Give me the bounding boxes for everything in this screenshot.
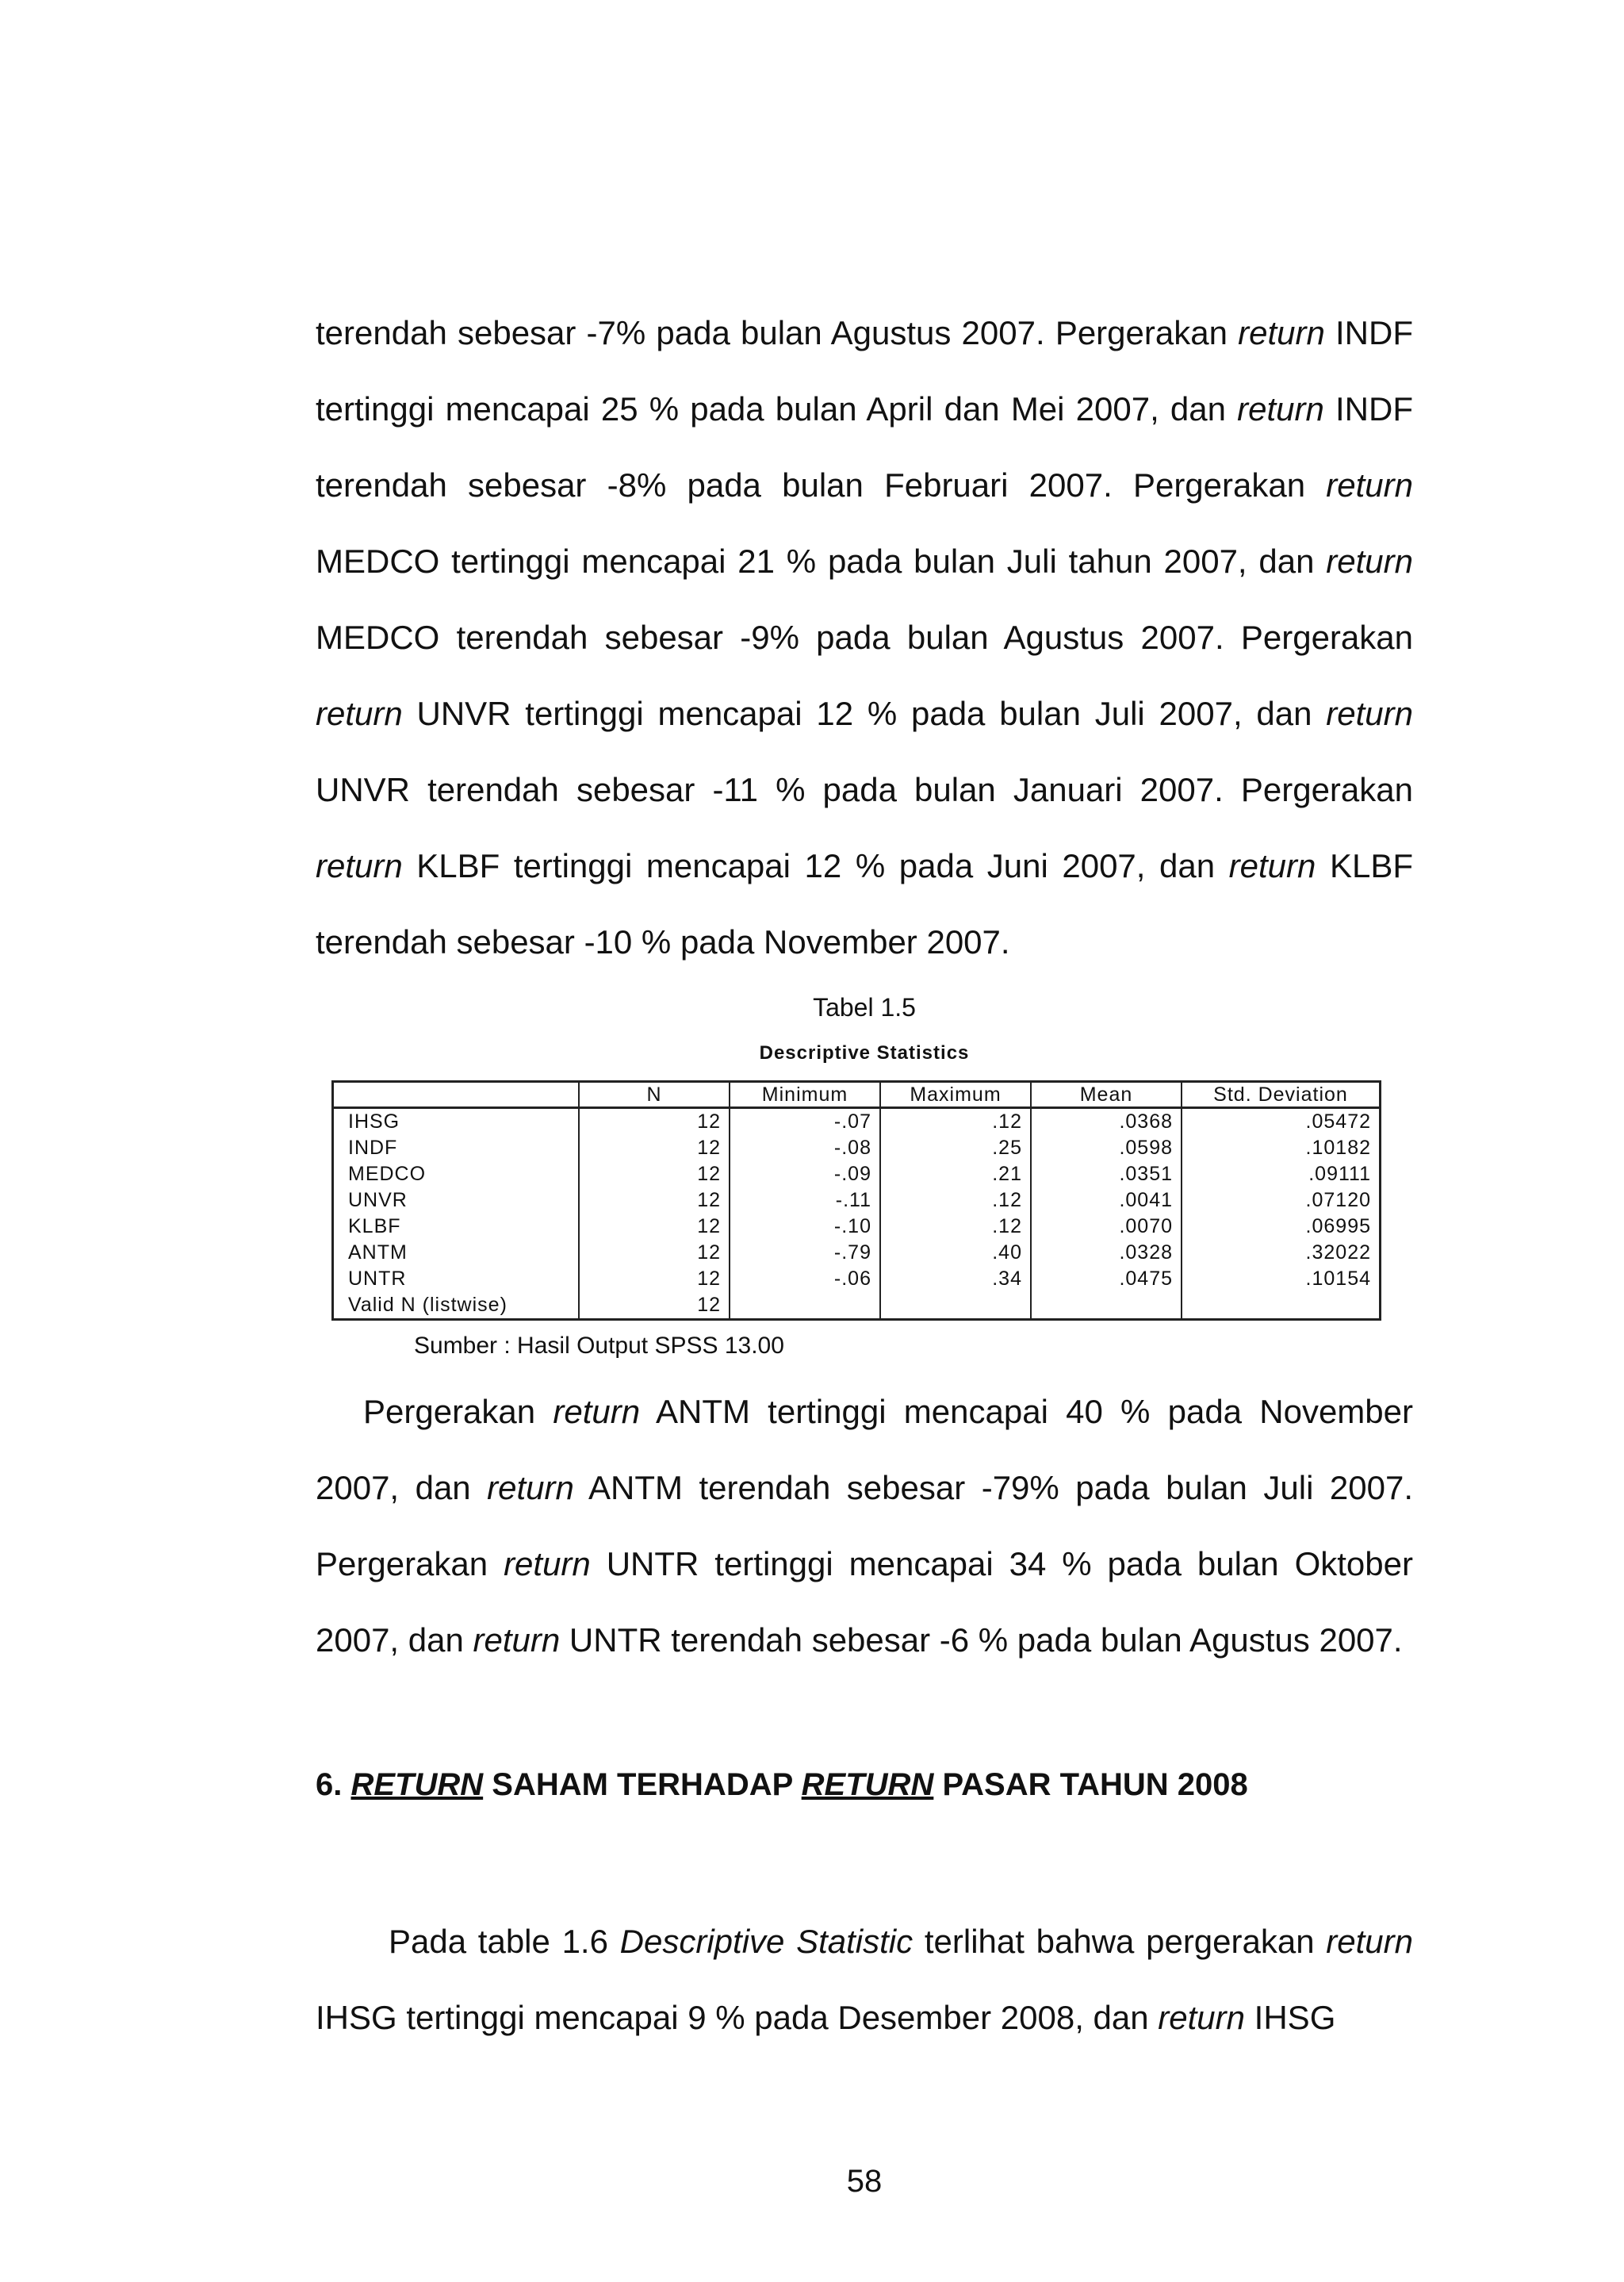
text-run: INDF tertinggi mencapai 25 % pada bulan April dan Mei 2007, dan bbox=[316, 314, 1413, 428]
italic-run: return bbox=[1326, 543, 1413, 580]
italic-run: return bbox=[473, 1621, 561, 1659]
text-run: PASAR TAHUN 2008 bbox=[933, 1767, 1248, 1802]
italic-run: return bbox=[487, 1469, 574, 1506]
text-run: IHSG tertinggi mencapai 9 % pada Desember 2008, dan bbox=[316, 1999, 1159, 2036]
italic-run: return bbox=[1238, 314, 1325, 351]
text-run: INDF terendah sebesar -8% pada bulan Februari 2007. Pergerakan bbox=[316, 390, 1414, 504]
table-cell: -.10 bbox=[730, 1214, 880, 1240]
text-run: Pada table 1.6 bbox=[389, 1923, 620, 1960]
paragraph-3 bbox=[316, 1904, 1413, 2056]
table-cell: -.11 bbox=[730, 1187, 880, 1214]
header-cell-mean: Mean bbox=[1031, 1082, 1182, 1108]
table-row bbox=[333, 1240, 1381, 1266]
table-cell: 12 bbox=[579, 1240, 730, 1266]
table-cell: .05472 bbox=[1182, 1108, 1381, 1136]
table-cell: 12 bbox=[579, 1214, 730, 1240]
text-run: MEDCO terendah sebesar -9% pada bulan Agustus 2007. Pergerakan bbox=[316, 619, 1413, 656]
header-cell-std-deviation: Std. Deviation bbox=[1182, 1082, 1381, 1108]
table-cell: -.07 bbox=[730, 1108, 880, 1136]
italic-run: RETURN bbox=[350, 1767, 484, 1802]
table-row bbox=[333, 1135, 1381, 1161]
row-label: UNVR bbox=[348, 1189, 408, 1211]
row-label: INDF bbox=[348, 1137, 398, 1159]
table-cell: 12 bbox=[579, 1266, 730, 1292]
table-title: Descriptive Statistics bbox=[759, 1042, 970, 1064]
table-cell: .12 bbox=[880, 1214, 1031, 1240]
table-cell: -.08 bbox=[730, 1135, 880, 1161]
table-cell: 12 bbox=[579, 1292, 730, 1320]
row-label: ANTM bbox=[348, 1241, 408, 1264]
table-cell bbox=[1182, 1292, 1381, 1320]
table-cell bbox=[880, 1292, 1031, 1320]
row-label: Valid N (listwise) bbox=[348, 1294, 508, 1316]
text-run: MEDCO tertinggi mencapai 21 % pada bulan Juli tahun 2007, dan bbox=[316, 543, 1327, 580]
table-cell: .06995 bbox=[1182, 1214, 1381, 1240]
table-cell: 12 bbox=[579, 1108, 730, 1136]
table-caption: Tabel 1.5 bbox=[813, 993, 916, 1022]
table-cell: .12 bbox=[880, 1108, 1031, 1136]
table-cell: .0070 bbox=[1031, 1214, 1182, 1240]
italic-run: return bbox=[553, 1393, 641, 1430]
text-run: ANTM terendah sebesar -79% pada bulan Juli 2007. Pergerakan bbox=[316, 1469, 1414, 1582]
table-cell: .40 bbox=[880, 1240, 1031, 1266]
text-run: 6. bbox=[316, 1767, 351, 1802]
table-cell: .09111 bbox=[1182, 1161, 1381, 1187]
page-number: 58 bbox=[846, 2164, 883, 2199]
table-cell: -.09 bbox=[730, 1161, 880, 1187]
italic-run: return bbox=[1237, 390, 1324, 428]
text-run: terendah sebesar -7% pada bulan Agustus 2007. Pergerakan bbox=[316, 314, 1239, 351]
header-cell-minimum: Minimum bbox=[730, 1082, 880, 1108]
text-run: UNVR tertinggi mencapai 12 % pada bulan Juli 2007, dan bbox=[402, 695, 1327, 732]
italic-run: return bbox=[1158, 1999, 1246, 2036]
table-cell: .12 bbox=[880, 1187, 1031, 1214]
table-row bbox=[333, 1214, 1381, 1240]
table-row bbox=[333, 1187, 1381, 1214]
italic-run: return bbox=[1326, 1923, 1414, 1960]
table-cell: .0368 bbox=[1031, 1108, 1182, 1136]
table-row bbox=[333, 1292, 1381, 1320]
table-cell: 12 bbox=[579, 1187, 730, 1214]
table-cell bbox=[1031, 1292, 1182, 1320]
text-run: ANTM tertinggi mencapai 40 % pada November 2007, dan bbox=[316, 1393, 1413, 1506]
text-run: Pergerakan bbox=[363, 1393, 553, 1430]
italic-run: return bbox=[1326, 466, 1413, 504]
table-cell bbox=[730, 1292, 880, 1320]
text-run: UNTR terendah sebesar -6 % pada bulan Agustus 2007. bbox=[560, 1621, 1403, 1659]
text-run: terlihat bahwa pergerakan bbox=[913, 1923, 1327, 1960]
table-header-row bbox=[333, 1082, 1381, 1108]
text-run: KLBF tertinggi mencapai 12 % pada Juni 2007, dan bbox=[402, 847, 1229, 884]
row-label: KLBF bbox=[348, 1215, 401, 1237]
table-cell: .32022 bbox=[1182, 1240, 1381, 1266]
text-run: UNVR terendah sebesar -11 % pada bulan Januari 2007. Pergerakan bbox=[316, 771, 1413, 808]
italic-run: RETURN bbox=[801, 1767, 934, 1802]
paragraph-2 bbox=[316, 1374, 1413, 1678]
text-run: IHSG bbox=[1245, 1999, 1336, 2036]
table-cell: .0351 bbox=[1031, 1161, 1182, 1187]
header-cell-label bbox=[333, 1082, 580, 1108]
paragraph-1 bbox=[316, 295, 1413, 980]
italic-run: return bbox=[316, 847, 403, 884]
italic-run: return bbox=[1326, 695, 1413, 732]
descriptive-statistics-table bbox=[331, 1080, 1381, 1321]
table-cell: .07120 bbox=[1182, 1187, 1381, 1214]
table-cell: .34 bbox=[880, 1266, 1031, 1292]
header-cell-n: N bbox=[579, 1082, 730, 1108]
table-cell: .0598 bbox=[1031, 1135, 1182, 1161]
section-heading bbox=[316, 1767, 1248, 1803]
row-label: IHSG bbox=[348, 1110, 400, 1133]
text-run: UNTR tertinggi mencapai 34 % pada bulan Oktober 2007, dan bbox=[316, 1545, 1413, 1659]
row-label: UNTR bbox=[348, 1268, 407, 1290]
header-cell-maximum: Maximum bbox=[880, 1082, 1031, 1108]
table-cell: .0328 bbox=[1031, 1240, 1182, 1266]
table-row bbox=[333, 1161, 1381, 1187]
italic-run: return bbox=[504, 1545, 591, 1582]
table-cell: .10154 bbox=[1182, 1266, 1381, 1292]
row-label: MEDCO bbox=[348, 1163, 427, 1185]
table-source: Sumber : Hasil Output SPSS 13.00 bbox=[414, 1333, 784, 1359]
table-cell: .21 bbox=[880, 1161, 1031, 1187]
table-cell: -.06 bbox=[730, 1266, 880, 1292]
table-cell: .25 bbox=[880, 1135, 1031, 1161]
text-run: SAHAM TERHADAP bbox=[483, 1767, 802, 1802]
italic-run: return bbox=[1228, 847, 1316, 884]
table-cell: .0475 bbox=[1031, 1266, 1182, 1292]
text-run: KLBF terendah sebesar -10 % pada November 2007. bbox=[316, 847, 1413, 961]
table-cell: .0041 bbox=[1031, 1187, 1182, 1214]
italic-run: Descriptive Statistic bbox=[619, 1923, 914, 1960]
table-row bbox=[333, 1108, 1381, 1136]
table-cell: 12 bbox=[579, 1161, 730, 1187]
table-body bbox=[333, 1108, 1381, 1320]
table-row bbox=[333, 1266, 1381, 1292]
italic-run: return bbox=[316, 695, 403, 732]
table-cell: .10182 bbox=[1182, 1135, 1381, 1161]
table-cell: 12 bbox=[579, 1135, 730, 1161]
table-cell: -.79 bbox=[730, 1240, 880, 1266]
